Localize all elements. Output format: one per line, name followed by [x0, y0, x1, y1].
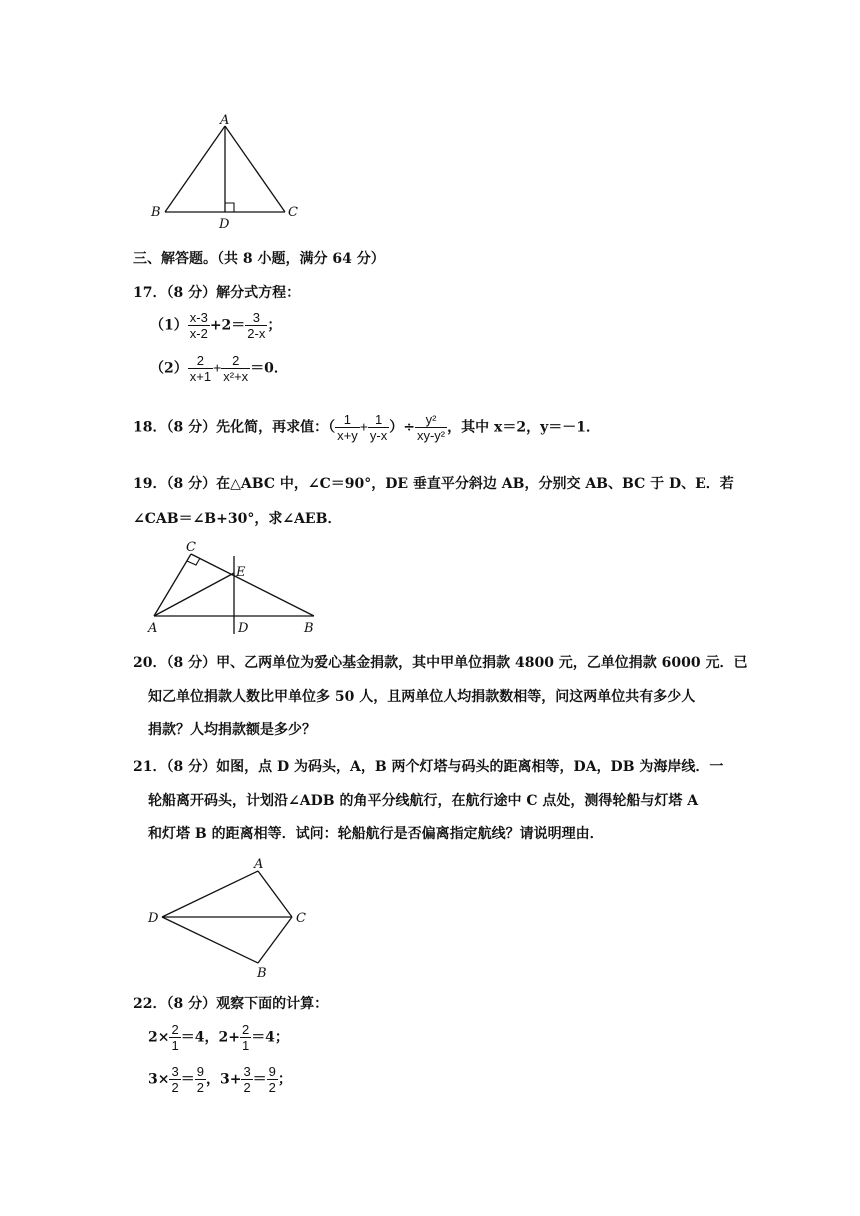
fig2-label-d: D	[238, 621, 249, 636]
q20-line2: 知乙单位捐款人数比甲单位多 50 人，且两单位人均捐款数相等，问这两单位共有多少人	[148, 689, 696, 705]
q17-part2: （2） $\frac{2}{x+1}$ + $\frac{2}{\text{x²+x}}$ ＝0．	[150, 353, 288, 384]
q20-line3: 捐款？人均捐款额是多少？	[148, 722, 316, 738]
fig1-label-a: A	[220, 113, 230, 128]
fig3-label-c: C	[296, 911, 306, 926]
figure-right-triangle-bisector	[140, 538, 330, 638]
fig2-label-a: A	[148, 621, 158, 636]
q21-line3: 和灯塔 B 的距离相等．试问：轮船航行是否偏离指定航线？请说明理由．	[148, 826, 604, 842]
q19-line2: ∠CAB＝∠B+30°，求∠AEB．	[133, 511, 342, 527]
fig3-label-a: A	[254, 857, 264, 872]
fig2-label-b: B	[304, 621, 314, 636]
fig1-label-b: B	[151, 205, 161, 220]
fig1-label-d: D	[219, 217, 230, 232]
q22-heading: 22．（8 分）观察下面的计算：	[133, 996, 329, 1012]
q22-row2: 3× $\frac{3}{2}$ ＝ $\frac{9}{2}$ ，3+ $\frac{3}{2}$ ＝ $\frac{9}{2}$ ；	[148, 1064, 292, 1095]
fig3-label-b: B	[257, 966, 267, 980]
fig1-label-c: C	[288, 205, 298, 220]
section-title: 三、解答题。（共 8 小题，满分 64 分）	[133, 251, 385, 267]
figure-triangle-abc-altitude	[145, 112, 305, 232]
q19-line1: 19．（8 分）在△ABC 中，∠C＝90°，DE 垂直平分斜边 AB，分别交 AB、BC 于 D、E．若	[133, 476, 734, 492]
q17-heading: 17．（8 分）解分式方程：	[133, 285, 301, 301]
fig2-label-e: E	[236, 565, 246, 580]
fig3-label-d: D	[148, 911, 159, 926]
q21-line2: 轮船离开码头，计划沿∠ADB 的角平分线航行，在航行途中 C 点处，测得轮船与灯塔 A	[148, 793, 699, 809]
fig2-label-c: C	[186, 540, 196, 555]
q17-part1: （1） $\frac{x-3}{x-2}$ +2＝ $\frac{3}{2-x}$ ；	[150, 310, 282, 341]
q21-line1: 21．（8 分）如图，点 D 为码头，A，B 两个灯塔与码头的距离相等，DA，DB 为海岸线．一	[133, 759, 724, 775]
q18-line: 18．（8 分）先化简，再求值：（ $\frac{1}{x+y}$ + $\frac{1}{y-x}$ ）÷ $\frac{\text{y²}}{\text{xy-y²}}$ ，其中 x＝2，y＝－1．	[133, 412, 600, 443]
q20-line1: 20．（8 分）甲、乙两单位为爱心基金捐款，其中甲单位捐款 4800 元，乙单位捐款 6000 元．已	[133, 655, 748, 671]
q22-row1: 2× $\frac{2}{1}$ ＝4，2+ $\frac{2}{1}$ ＝4；	[148, 1022, 289, 1053]
figure-kite-adbc	[140, 855, 320, 980]
